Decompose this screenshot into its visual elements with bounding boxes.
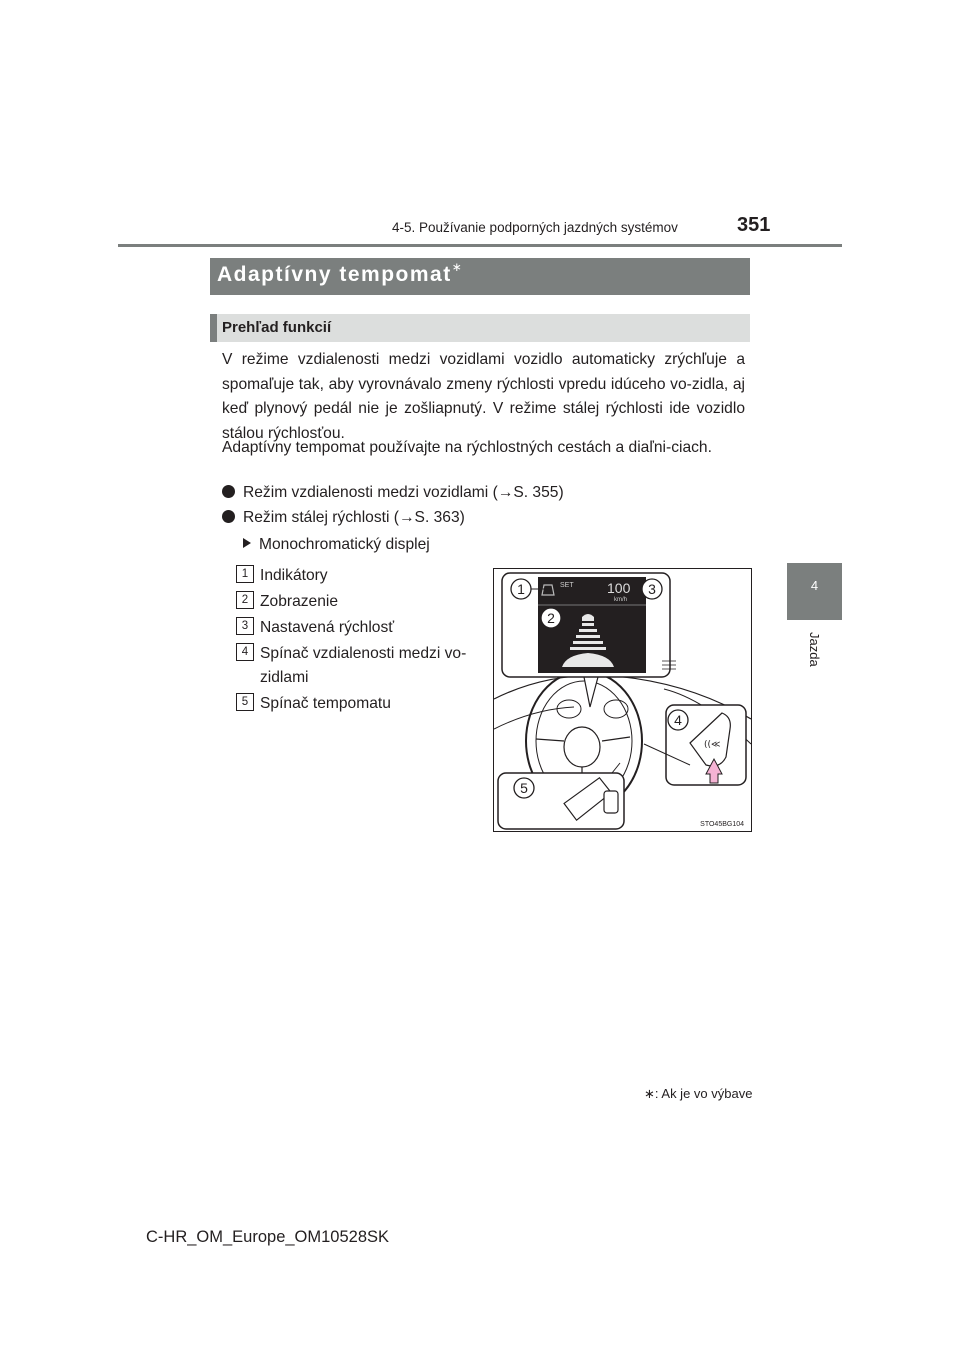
triangle-right-icon bbox=[243, 538, 251, 548]
subtitle-accent bbox=[210, 314, 217, 342]
paragraph-2: Adaptívny tempomat používajte na rýchlostných cestách a diaľni-ciach. bbox=[222, 439, 712, 456]
bullet-item bbox=[222, 509, 465, 527]
callout-5-label: 5 bbox=[520, 780, 528, 796]
subtitle: Prehľad funkcií bbox=[222, 319, 332, 336]
distance-switch-icon: ((≪ bbox=[704, 740, 721, 750]
asterisk-icon: ∗ bbox=[451, 260, 464, 274]
display-set-label: SET bbox=[560, 582, 574, 589]
title-text: Adaptívny tempomat bbox=[217, 263, 452, 286]
dashboard-line bbox=[494, 707, 574, 729]
chapter-name: Jazda bbox=[807, 632, 822, 667]
steering-hub bbox=[564, 727, 600, 767]
bullet-text: Režim vzdialenosti medzi vozidlami (→S. 355) bbox=[243, 484, 564, 501]
cockpit-drawing bbox=[494, 569, 751, 831]
paragraph-1: V režime vzdialenosti medzi vozidlami vozidlo automaticky zrýchľuje a spomaľuje tak, aby vyrovnávalo zmeny rýchlosti vpredu idúceho vo-zidla, aj keď plynový pedál nie je zošliapnutý. V režime stálej rýchlosti ide vozidlo stálou rýchlosťou. bbox=[222, 351, 745, 442]
legend-number: 5 bbox=[236, 693, 254, 711]
display-speed: 100 bbox=[607, 580, 631, 596]
legend-number: 2 bbox=[236, 591, 254, 609]
legend-text: Nastavená rýchlosť bbox=[260, 619, 395, 636]
callout-3-label: 3 bbox=[648, 581, 656, 597]
document-footer: C-HR_OM_Europe_OM10528SK bbox=[146, 1228, 390, 1246]
gauge bbox=[557, 700, 581, 718]
display-note-text: Monochromatický displej bbox=[259, 536, 430, 553]
chapter-number: 4 bbox=[810, 578, 819, 593]
bullet-text: Režim stálej rýchlosti (→S. 363) bbox=[243, 509, 465, 526]
legend-number: 1 bbox=[236, 565, 254, 583]
cockpit-illustration bbox=[493, 568, 752, 832]
callout-4-label: 4 bbox=[674, 712, 682, 728]
chapter-label bbox=[806, 632, 826, 692]
callout-pointer bbox=[584, 677, 598, 707]
display-note bbox=[243, 536, 430, 554]
callout-2-label: 2 bbox=[547, 610, 555, 626]
bullet-dot-icon bbox=[222, 510, 235, 523]
figure-code: STO45BG104 bbox=[700, 821, 744, 828]
legend-number: 3 bbox=[236, 617, 254, 635]
lever-base bbox=[604, 791, 618, 813]
page-number: 351 bbox=[737, 214, 771, 236]
lever-leader bbox=[612, 763, 620, 773]
legend-text: Spínač vzdialenosti medzi vo-zidlami bbox=[260, 645, 467, 686]
legend-number: 4 bbox=[236, 643, 254, 661]
legend-text: Spínač tempomatu bbox=[260, 695, 391, 712]
callout-1-label: 1 bbox=[517, 581, 525, 597]
bullet-item bbox=[222, 484, 564, 502]
legend-text: Zobrazenie bbox=[260, 593, 339, 610]
display-unit: km/h bbox=[614, 597, 628, 603]
legend-text: Indikátory bbox=[260, 567, 328, 584]
section-heading: 4-5. Používanie podporných jazdných systémov bbox=[392, 220, 678, 235]
footnote: ∗: Ak je vo výbave bbox=[644, 1086, 753, 1101]
header-divider bbox=[118, 244, 842, 247]
page-title bbox=[217, 260, 464, 287]
bullet-dot-icon bbox=[222, 485, 235, 498]
